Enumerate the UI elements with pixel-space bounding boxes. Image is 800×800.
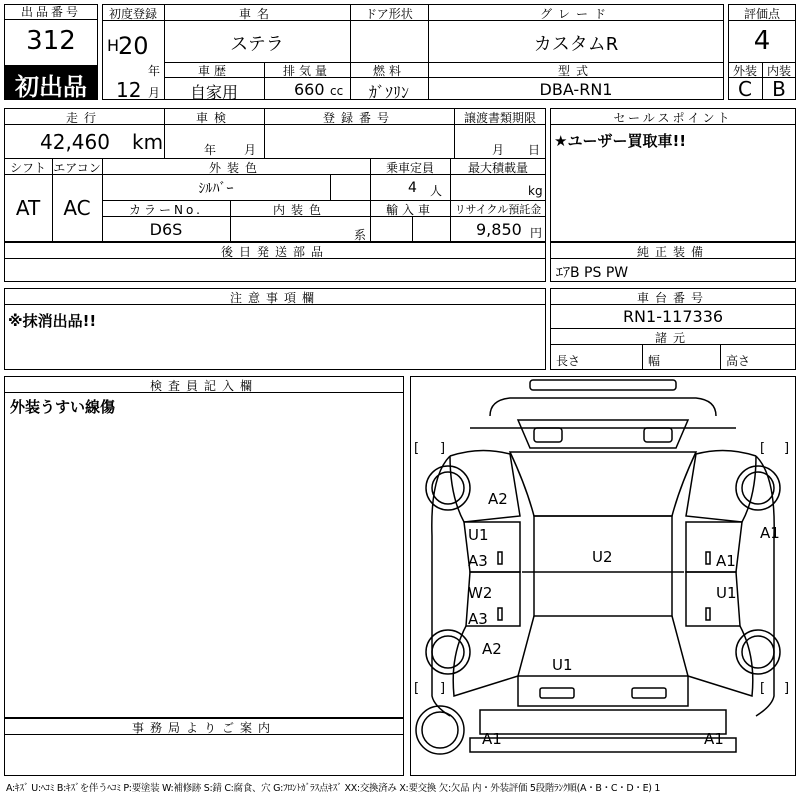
year-unit: 年 — [148, 64, 161, 78]
transfer-day-unit: 日 — [528, 143, 541, 157]
specs-header: 諸元 — [654, 331, 691, 345]
era-label: H — [107, 36, 120, 55]
length-label: 長さ — [556, 354, 581, 368]
score: 4 — [753, 26, 771, 56]
shift-header: シフト — [9, 161, 46, 175]
displacement: 660 — [294, 80, 325, 99]
history: 自家用 — [189, 83, 238, 102]
damage-code: U1 — [552, 656, 573, 674]
damage-code: A1 — [482, 730, 502, 748]
damage-code: A1 — [716, 552, 736, 570]
sales-point-header: セールスポイント — [613, 111, 733, 125]
notes: ※抹消出品!! — [8, 312, 97, 330]
first-listing-text: 初出品 — [15, 73, 87, 101]
mileage-unit: km — [132, 130, 164, 154]
transfer-month-unit: 月 — [492, 143, 505, 157]
fuel-header: 燃料 — [372, 64, 405, 78]
svg-text:]: ] — [440, 441, 446, 456]
damage-code: A1 — [704, 730, 724, 748]
sales-point: ★ユーザー買取車!! — [554, 132, 687, 150]
series-unit: 系 — [354, 228, 367, 242]
lot-number: 312 — [26, 26, 76, 56]
height-label: 高さ — [726, 354, 751, 368]
fuel: ｶﾞｿﾘﾝ — [368, 83, 409, 102]
damage-code: A1 — [760, 524, 780, 542]
exterior-header: 外装 — [732, 64, 757, 78]
displacement-header: 排気量 — [282, 64, 331, 78]
first-reg-header: 初度登録 — [108, 7, 157, 21]
damage-code: U2 — [592, 548, 613, 566]
inspector-note: 外装うすい線傷 — [10, 398, 116, 416]
interior-grade: B — [772, 77, 786, 101]
int-color-header: 内装色 — [272, 203, 327, 217]
color-no-header: カラーNo. — [129, 203, 203, 217]
color-no: D6S — [149, 220, 183, 239]
score-header: 評価点 — [743, 7, 780, 21]
svg-text:]: ] — [784, 681, 790, 696]
inspector-header: 検査員記入欄 — [149, 379, 258, 393]
chassis-header: 車台番号 — [636, 291, 709, 305]
import-header: 輸入車 — [385, 203, 434, 217]
kg-unit: kg — [528, 184, 543, 198]
damage-code: A2 — [488, 490, 508, 508]
aircon: AC — [63, 196, 91, 220]
ext-color-header: 外装色 — [208, 161, 263, 175]
capacity: 4 — [408, 180, 417, 196]
later-parts-header: 後日発送部品 — [220, 245, 329, 259]
damage-code: U1 — [716, 584, 737, 602]
shift: AT — [15, 196, 41, 220]
max-load-header: 最大積載量 — [467, 161, 528, 175]
reg-no-header: 登録番号 — [322, 111, 395, 125]
inspector-box — [4, 376, 404, 718]
car-diagram — [410, 376, 796, 776]
model: DBA-RN1 — [539, 80, 613, 99]
equipment-header: 純正装備 — [636, 245, 709, 259]
width-label: 幅 — [648, 354, 661, 368]
legend: A:ｷｽﾞ U:ﾍｺﾐ B:ｷｽﾞを伴うﾍｺﾐ P:要塗装 W:補修跡 S:錆 C:腐食、穴 G:ﾌﾛﾝﾄｶﾞﾗｽ点ｷｽﾞ XX:交換済み X:要交換 欠:欠品 内・外装評価 5段階ﾗﾝｸ順(A・B・C・D・E) 1 — [6, 783, 661, 794]
ext-color: ｼﾙﾊﾞｰ — [198, 181, 234, 197]
office-header: 事務局よりご案内 — [131, 721, 276, 735]
equipment: ｴｱB PS PW — [556, 265, 629, 281]
bracket-left-front: [ — [414, 441, 420, 456]
door-header: ドア形状 — [365, 7, 413, 21]
damage-code: A3 — [468, 610, 488, 628]
damage-code: U1 — [468, 526, 489, 544]
damage-code: W2 — [468, 584, 493, 602]
cc-unit: cc — [330, 84, 344, 98]
inspection-month-unit: 月 — [244, 143, 257, 157]
capacity-header: 乗車定員 — [385, 161, 434, 175]
inspection-header: 車検 — [195, 111, 232, 125]
model-header: 型式 — [557, 64, 594, 78]
interior-header: 内装 — [766, 64, 791, 78]
grade-header: グレード — [539, 7, 612, 21]
mileage: 42,460 — [40, 130, 110, 154]
exterior-grade: C — [738, 77, 752, 101]
mileage-header: 走行 — [65, 111, 102, 125]
reg-year: 20 — [118, 32, 149, 60]
sales-point-box — [550, 108, 796, 242]
history-header: 車歴 — [197, 64, 230, 78]
month-unit: 月 — [148, 86, 161, 100]
svg-text:]: ] — [784, 441, 790, 456]
yen-unit: 円 — [530, 226, 543, 240]
bracket-left-rear: [ — [414, 681, 420, 696]
damage-code: A2 — [482, 640, 502, 658]
car-name-header: 車名 — [238, 7, 275, 21]
grade: カスタムR — [533, 34, 619, 55]
svg-text:]: ] — [440, 681, 446, 696]
people-unit: 人 — [430, 184, 443, 198]
chassis-no: RN1-117336 — [622, 307, 724, 326]
recycle-fee: 9,850 — [476, 220, 522, 239]
damage-code: A3 — [468, 552, 488, 570]
bracket-right-rear: [ — [760, 681, 766, 696]
bracket-right-front: [ — [760, 441, 766, 456]
notes-header: 注意事項欄 — [229, 291, 320, 305]
aircon-header: エアコン — [53, 161, 101, 175]
inspection-year-unit: 年 — [204, 143, 217, 157]
lot-number-header: 出品番号 — [4, 4, 98, 20]
reg-month: 12 — [116, 78, 142, 102]
transfer-header: 譲渡書類期限 — [463, 111, 536, 125]
car-name: ステラ — [230, 34, 284, 55]
recycle-header: リサイクル預託金 — [454, 203, 542, 216]
